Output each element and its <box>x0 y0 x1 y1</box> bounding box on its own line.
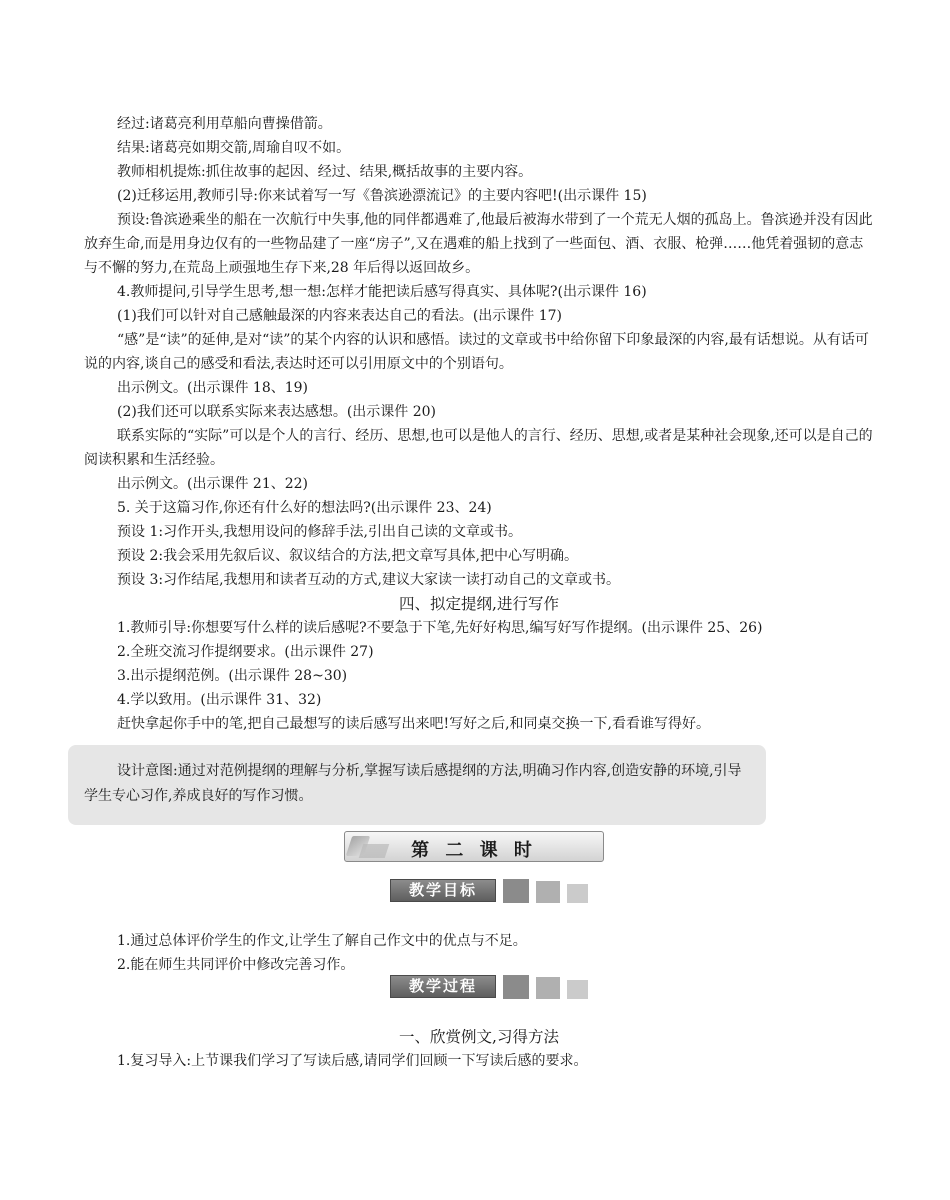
goals-tag <box>390 879 590 903</box>
goal-item: 1.通过总体评价学生的作文,让学生了解自己作文中的优点与不足。 <box>117 933 527 949</box>
section-heading: 四、拟定提纲,进行写作 <box>399 595 559 613</box>
goals-label: 教学目标 <box>390 879 496 902</box>
section-heading: 一、欣赏例文,习得方法 <box>399 1028 559 1046</box>
paragraph: 结果:诸葛亮如期交箭,周瑜自叹不如。 <box>117 140 351 156</box>
paragraph: (1)我们可以针对自己感触最深的内容来表达自己的看法。(出示课件 17) <box>117 308 563 324</box>
process-label: 教学过程 <box>390 975 496 998</box>
paragraph: 预设:鲁滨逊乘坐的船在一次航行中失事,他的同伴都遇难了,他最后被海水带到了一个荒无人烟的孤岛上。鲁滨逊并没有因此放弃生命,而是用身边仅有的一些物品建了一座“房子”,又在遇难的船上找到了一些面包、酒、衣服、枪弹……他凭着强韧的意志与不懈的努力,在荒岛上顽强地生存下来,28 年后得以返回故乡。 <box>84 212 873 276</box>
tag-square-decoration <box>567 980 588 999</box>
paragraph: 3.出示提纲范例。(出示课件 28~30) <box>117 668 348 684</box>
paragraph: 1.复习导入:上节课我们学习了写读后感,请同学们回顾一下写读后感的要求。 <box>117 1053 588 1069</box>
paragraph: 出示例文。(出示课件 18、19) <box>117 380 309 396</box>
paragraph: 1.教师引导:你想要写什么样的读后感呢?不要急于下笔,先好好构思,编写好写作提纲。(出示课件 25、26) <box>117 620 763 636</box>
paragraph: (2)我们还可以联系实际来表达感想。(出示课件 20) <box>117 404 437 420</box>
paragraph: 教师相机提炼:抓住故事的起因、经过、结果,概括故事的主要内容。 <box>117 164 533 180</box>
design-intent-box <box>68 745 766 825</box>
paragraph: 2.全班交流习作提纲要求。(出示课件 27) <box>117 644 374 660</box>
goal-item: 2.能在师生共同评价中修改完善习作。 <box>117 957 355 973</box>
paragraph: 经过:诸葛亮利用草船向曹操借箭。 <box>117 116 332 132</box>
paragraph: (2)迁移运用,教师引导:你来试着写一写《鲁滨逊漂流记》的主要内容吧!(出示课件 15) <box>117 188 647 204</box>
lesson-title: 第 二 课 时 <box>411 840 537 861</box>
paragraph: 4.教师提问,引导学生思考,想一想:怎样才能把读后感写得真实、具体呢?(出示课件 16) <box>117 284 647 300</box>
main-text-block <box>84 112 874 736</box>
tag-square-decoration <box>503 975 529 999</box>
lesson-banner <box>344 831 604 862</box>
paragraph: 预设 3:习作结尾,我想用和读者互动的方式,建议大家读一读打动自己的文章或书。 <box>117 572 620 588</box>
paragraph: “感”是“读”的延伸,是对“读”的某个内容的认识和感悟。读过的文章或书中给你留下印象最深的内容,最有话想说。从有话可说的内容,谈自己的感受和看法,表达时还可以引用原文中的个别语句。 <box>84 332 869 372</box>
goals-list <box>84 929 874 977</box>
tag-square-decoration <box>536 881 560 903</box>
paragraph: 5. 关于这篇习作,你还有什么好的想法吗?(出示课件 23、24) <box>117 500 492 516</box>
paragraph: 赶快拿起你手中的笔,把自己最想写的读后感写出来吧!写好之后,和同桌交换一下,看看谁写得好。 <box>117 716 710 732</box>
paragraph: 预设 1:习作开头,我想用设问的修辞手法,引出自己读的文章或书。 <box>117 524 522 540</box>
design-intent-text: 设计意图:通过对范例提纲的理解与分析,掌握写读后感提纲的方法,明确习作内容,创造安静的环境,引导学生专心习作,养成良好的写作习惯。 <box>84 763 742 804</box>
paragraph: 出示例文。(出示课件 21、22) <box>117 476 309 492</box>
process-tag <box>390 975 590 999</box>
tag-square-decoration <box>503 879 529 903</box>
tag-square-decoration <box>567 884 588 903</box>
paragraph: 预设 2:我会采用先叙后议、叙议结合的方法,把文章写具体,把中心写明确。 <box>117 548 578 564</box>
process-section <box>84 1025 874 1073</box>
paragraph: 4.学以致用。(出示课件 31、32) <box>117 692 322 708</box>
tag-square-decoration <box>536 977 560 999</box>
paragraph: 联系实际的“实际”可以是个人的言行、经历、思想,也可以是他人的言行、经历、思想,或者是某种社会现象,还可以是自己的阅读积累和生活经验。 <box>84 428 873 468</box>
